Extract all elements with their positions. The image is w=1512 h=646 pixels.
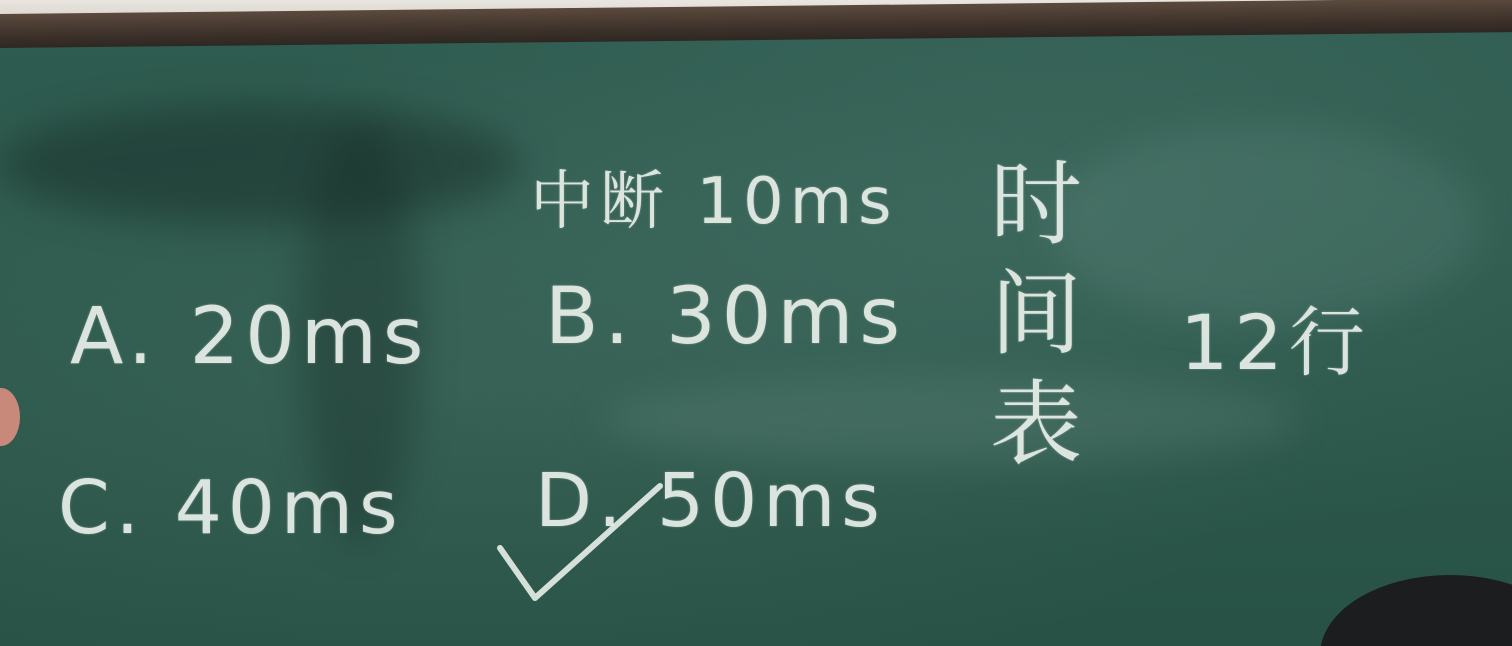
option-d: D. 50ms (535, 458, 886, 544)
side-label (990, 150, 1082, 480)
side-label-char: 间 (990, 261, 1083, 368)
option-b: B. 30ms (545, 272, 906, 362)
side-label-char: 表 (990, 371, 1083, 478)
option-a: A. 20ms (70, 292, 430, 382)
option-c: C. 40ms (58, 465, 404, 551)
side-label-char: 时 (990, 151, 1083, 258)
smudge (0, 104, 520, 224)
question-text: 中断 10ms (530, 165, 898, 239)
side-note: 12行 (1180, 298, 1371, 387)
